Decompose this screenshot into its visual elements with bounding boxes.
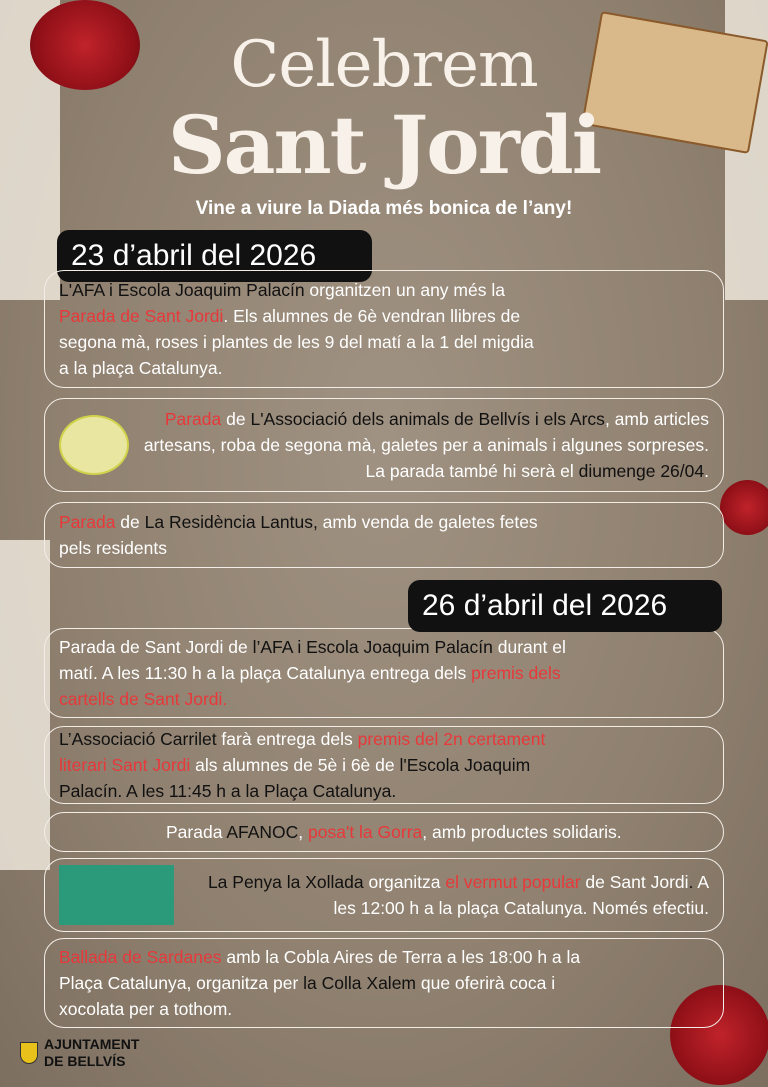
text-segment: de bbox=[221, 409, 251, 429]
text-segment: , bbox=[298, 822, 309, 842]
text-segment: l'Escola Joaquim Palacín. A les 11:45 h a la Plaça Catalunya. bbox=[59, 755, 531, 801]
text-segment: de bbox=[115, 512, 145, 532]
event-card bbox=[44, 726, 724, 804]
text-segment: La Residència Lantus, bbox=[144, 512, 318, 532]
event-description bbox=[59, 726, 567, 804]
date-badge-1: 23 d’abril del 2026 bbox=[57, 230, 372, 282]
organizer-logo-icon bbox=[599, 953, 709, 1013]
event-description bbox=[166, 819, 709, 845]
organizer-logo-icon bbox=[579, 735, 709, 795]
event-description bbox=[59, 634, 567, 712]
decorative-paper-left-lower bbox=[0, 540, 50, 870]
text-segment: que oferirà coca i xocolata per a tothom. bbox=[59, 973, 556, 1019]
text-segment: , amb articles artesans, roba de segona mà, galetes per a animals i algunes sorpreses. La parada també hi serà el bbox=[143, 409, 709, 481]
title-line2: Sant Jordi bbox=[167, 98, 601, 192]
text-segment: premis del 2n certament literari Sant Jordi bbox=[59, 729, 546, 775]
text-segment: AFANOC bbox=[226, 822, 299, 842]
text-segment: L’Associació Carrilet bbox=[59, 729, 217, 749]
coat-of-arms-icon bbox=[20, 1042, 38, 1064]
text-segment: Ballada de Sardanes bbox=[59, 947, 222, 967]
event-description bbox=[59, 277, 537, 381]
event-description bbox=[59, 509, 557, 561]
text-segment: posa't la Gorra bbox=[308, 822, 423, 842]
event-description bbox=[186, 869, 709, 921]
organizer-logo-icon bbox=[59, 865, 174, 925]
text-segment: L'Associació dels animals de Bellvís i els Arcs bbox=[250, 409, 605, 429]
text-segment: . bbox=[688, 872, 694, 892]
subtitle: Vine a viure la Diada més bonica de l’any! bbox=[195, 198, 573, 219]
text-segment: diumenge 26/04 bbox=[578, 461, 705, 481]
text-segment: . Els alumnes de 6è vendran llibres de segona mà, roses i plantes de les 9 del matí a la 1 del migdia a la plaça Catalunya. bbox=[59, 306, 534, 378]
event-card bbox=[44, 812, 724, 852]
text-segment: L'AFA i Escola Joaquim Palacín bbox=[59, 280, 305, 300]
footer-line2: DE BELLVÍS bbox=[44, 1053, 126, 1069]
event-description bbox=[141, 406, 709, 484]
text-segment: durant el matí. A les 11:30 h a la plaça Catalunya entrega dels bbox=[59, 637, 566, 683]
text-segment: organitzen un any més la bbox=[304, 280, 505, 300]
text-segment: premis dels cartells de Sant Jordi. bbox=[59, 663, 561, 709]
text-segment: de Sant Jordi bbox=[580, 872, 689, 892]
organizer-logo-icon bbox=[579, 643, 709, 703]
text-segment: Parada de Sant Jordi bbox=[59, 306, 224, 326]
text-segment: Parada bbox=[164, 409, 222, 429]
footer-line1: AJUNTAMENT bbox=[44, 1036, 140, 1052]
text-segment: el vermut popular bbox=[445, 872, 581, 892]
organizer-logo-icon bbox=[569, 509, 709, 561]
text-segment: la Colla Xalem bbox=[303, 973, 416, 993]
text-segment: l’AFA i Escola Joaquim Palacín bbox=[252, 637, 493, 657]
text-segment: organitza bbox=[363, 872, 446, 892]
text-segment: Parada de Sant Jordi de bbox=[59, 637, 253, 657]
text-segment: farà entrega dels bbox=[216, 729, 358, 749]
text-segment: . bbox=[704, 461, 709, 481]
rose-icon bbox=[720, 480, 768, 535]
organizer-logo-icon bbox=[549, 299, 709, 359]
event-card bbox=[44, 628, 724, 718]
text-segment: La Penya la Xollada bbox=[207, 872, 364, 892]
organizer-logo-icon bbox=[59, 415, 129, 475]
organizer-logo-icon bbox=[59, 819, 154, 845]
event-card bbox=[44, 502, 724, 568]
text-segment: Parada bbox=[166, 822, 227, 842]
event-description bbox=[59, 944, 587, 1022]
event-card bbox=[44, 398, 724, 492]
text-segment: A les 12:00 h a la plaça Catalunya. Només efectiu. bbox=[333, 872, 709, 918]
date-badge-2: 26 d’abril del 2026 bbox=[408, 580, 722, 632]
text-segment: amb venda de galetes fetes pels residents bbox=[59, 512, 538, 558]
event-card bbox=[44, 858, 724, 932]
text-segment: , amb productes solidaris. bbox=[422, 822, 622, 842]
text-segment: als alumnes de 5è i 6è de bbox=[190, 755, 400, 775]
text-segment: Parada bbox=[59, 512, 116, 532]
text-segment: amb la Cobla Aires de Terra a les 18:00 h a la Plaça Catalunya, organitza per bbox=[59, 947, 581, 993]
title-line1: Celebrem bbox=[230, 28, 538, 102]
event-card bbox=[44, 938, 724, 1028]
footer-ajuntament bbox=[20, 1036, 139, 1070]
event-card bbox=[44, 270, 724, 388]
